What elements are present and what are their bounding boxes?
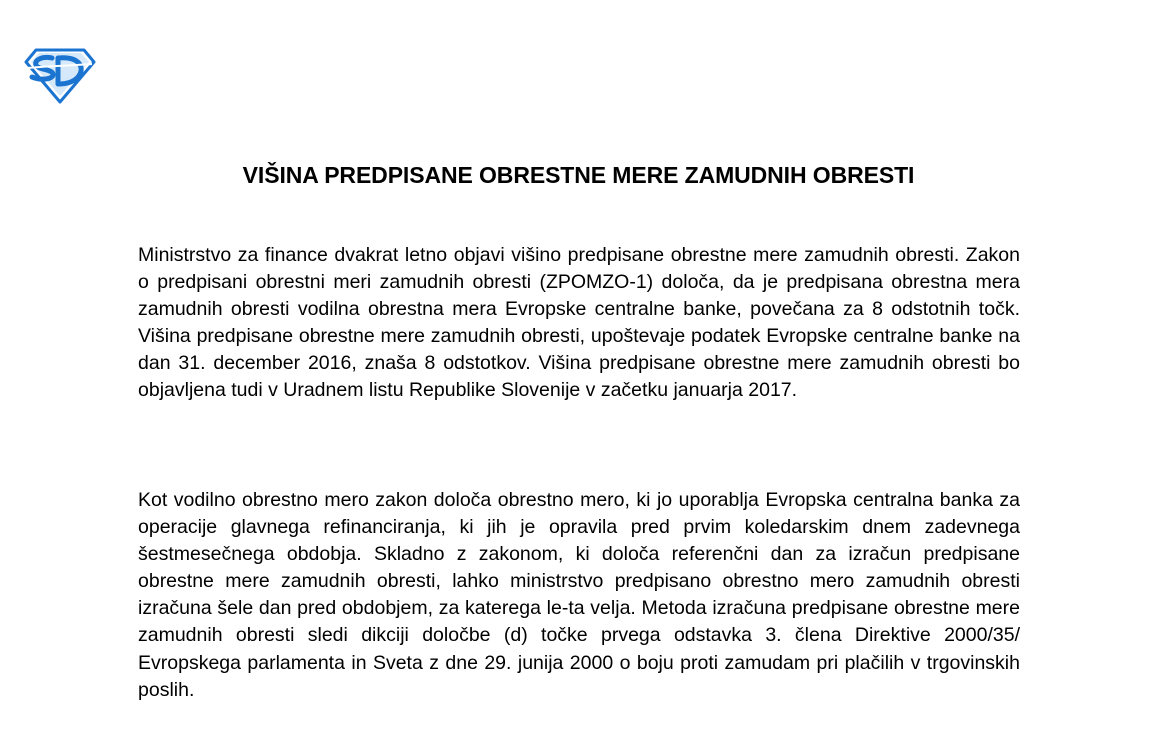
paragraph-reference-rate: Kot vodilno obrestno mero zakon določa obrestno mero, ki jo uporablja Evropska centralna banka za operacije glavnega refinanciranja, ki jih je opravila pred prvim koledarskim dnem zadevnega šestmesečnega obdobja. Skladno z zakonom, ki določa referenčni dan za izračun predpisane obrestne mere zamudnih obresti, lahko ministrstvo predpisano obrestno mero zamudnih obresti izračuna šele dan pred obdobjem, za katerega le-ta velja. Metoda izračuna predpisane obrestne mere zamudnih obresti sledi dikciji določbe (d) točke prvega odstavka 3. člena Direktive 2000/35/ Evropskega parlamenta in Sveta z dne 29. junija 2000 o boju proti zamudam pri plačilih v trgovinskih poslih. — [138, 489, 1020, 701]
paragraph-rate-announcement: Ministrstvo za finance dvakrat letno objavi višino predpisane obrestne mere zamudnih obresti. Zakon o predpisani obrestni meri zamudnih obresti (ZPOMZO-1) določa, da je predpisana obrestna mera zamudnih obresti vodilna obrestna mera Evropske centralne banke, povečana za 8 odstotnih točk. Višina predpisane obrestne mere zamudnih obresti, upoštevaje podatek Evropske centralne banke na dan 31. december 2016, znaša 8 odstotkov. Višina predpisane obrestne mere zamudnih obresti bo objavljena tudi v Uradnem listu Republike Slovenije v začetku januarja 2017. — [138, 244, 1020, 402]
sd-logo — [22, 44, 98, 104]
document-title: VIŠINA PREDPISANE OBRESTNE MERE ZAMUDNIH OBRESTI — [242, 162, 915, 188]
